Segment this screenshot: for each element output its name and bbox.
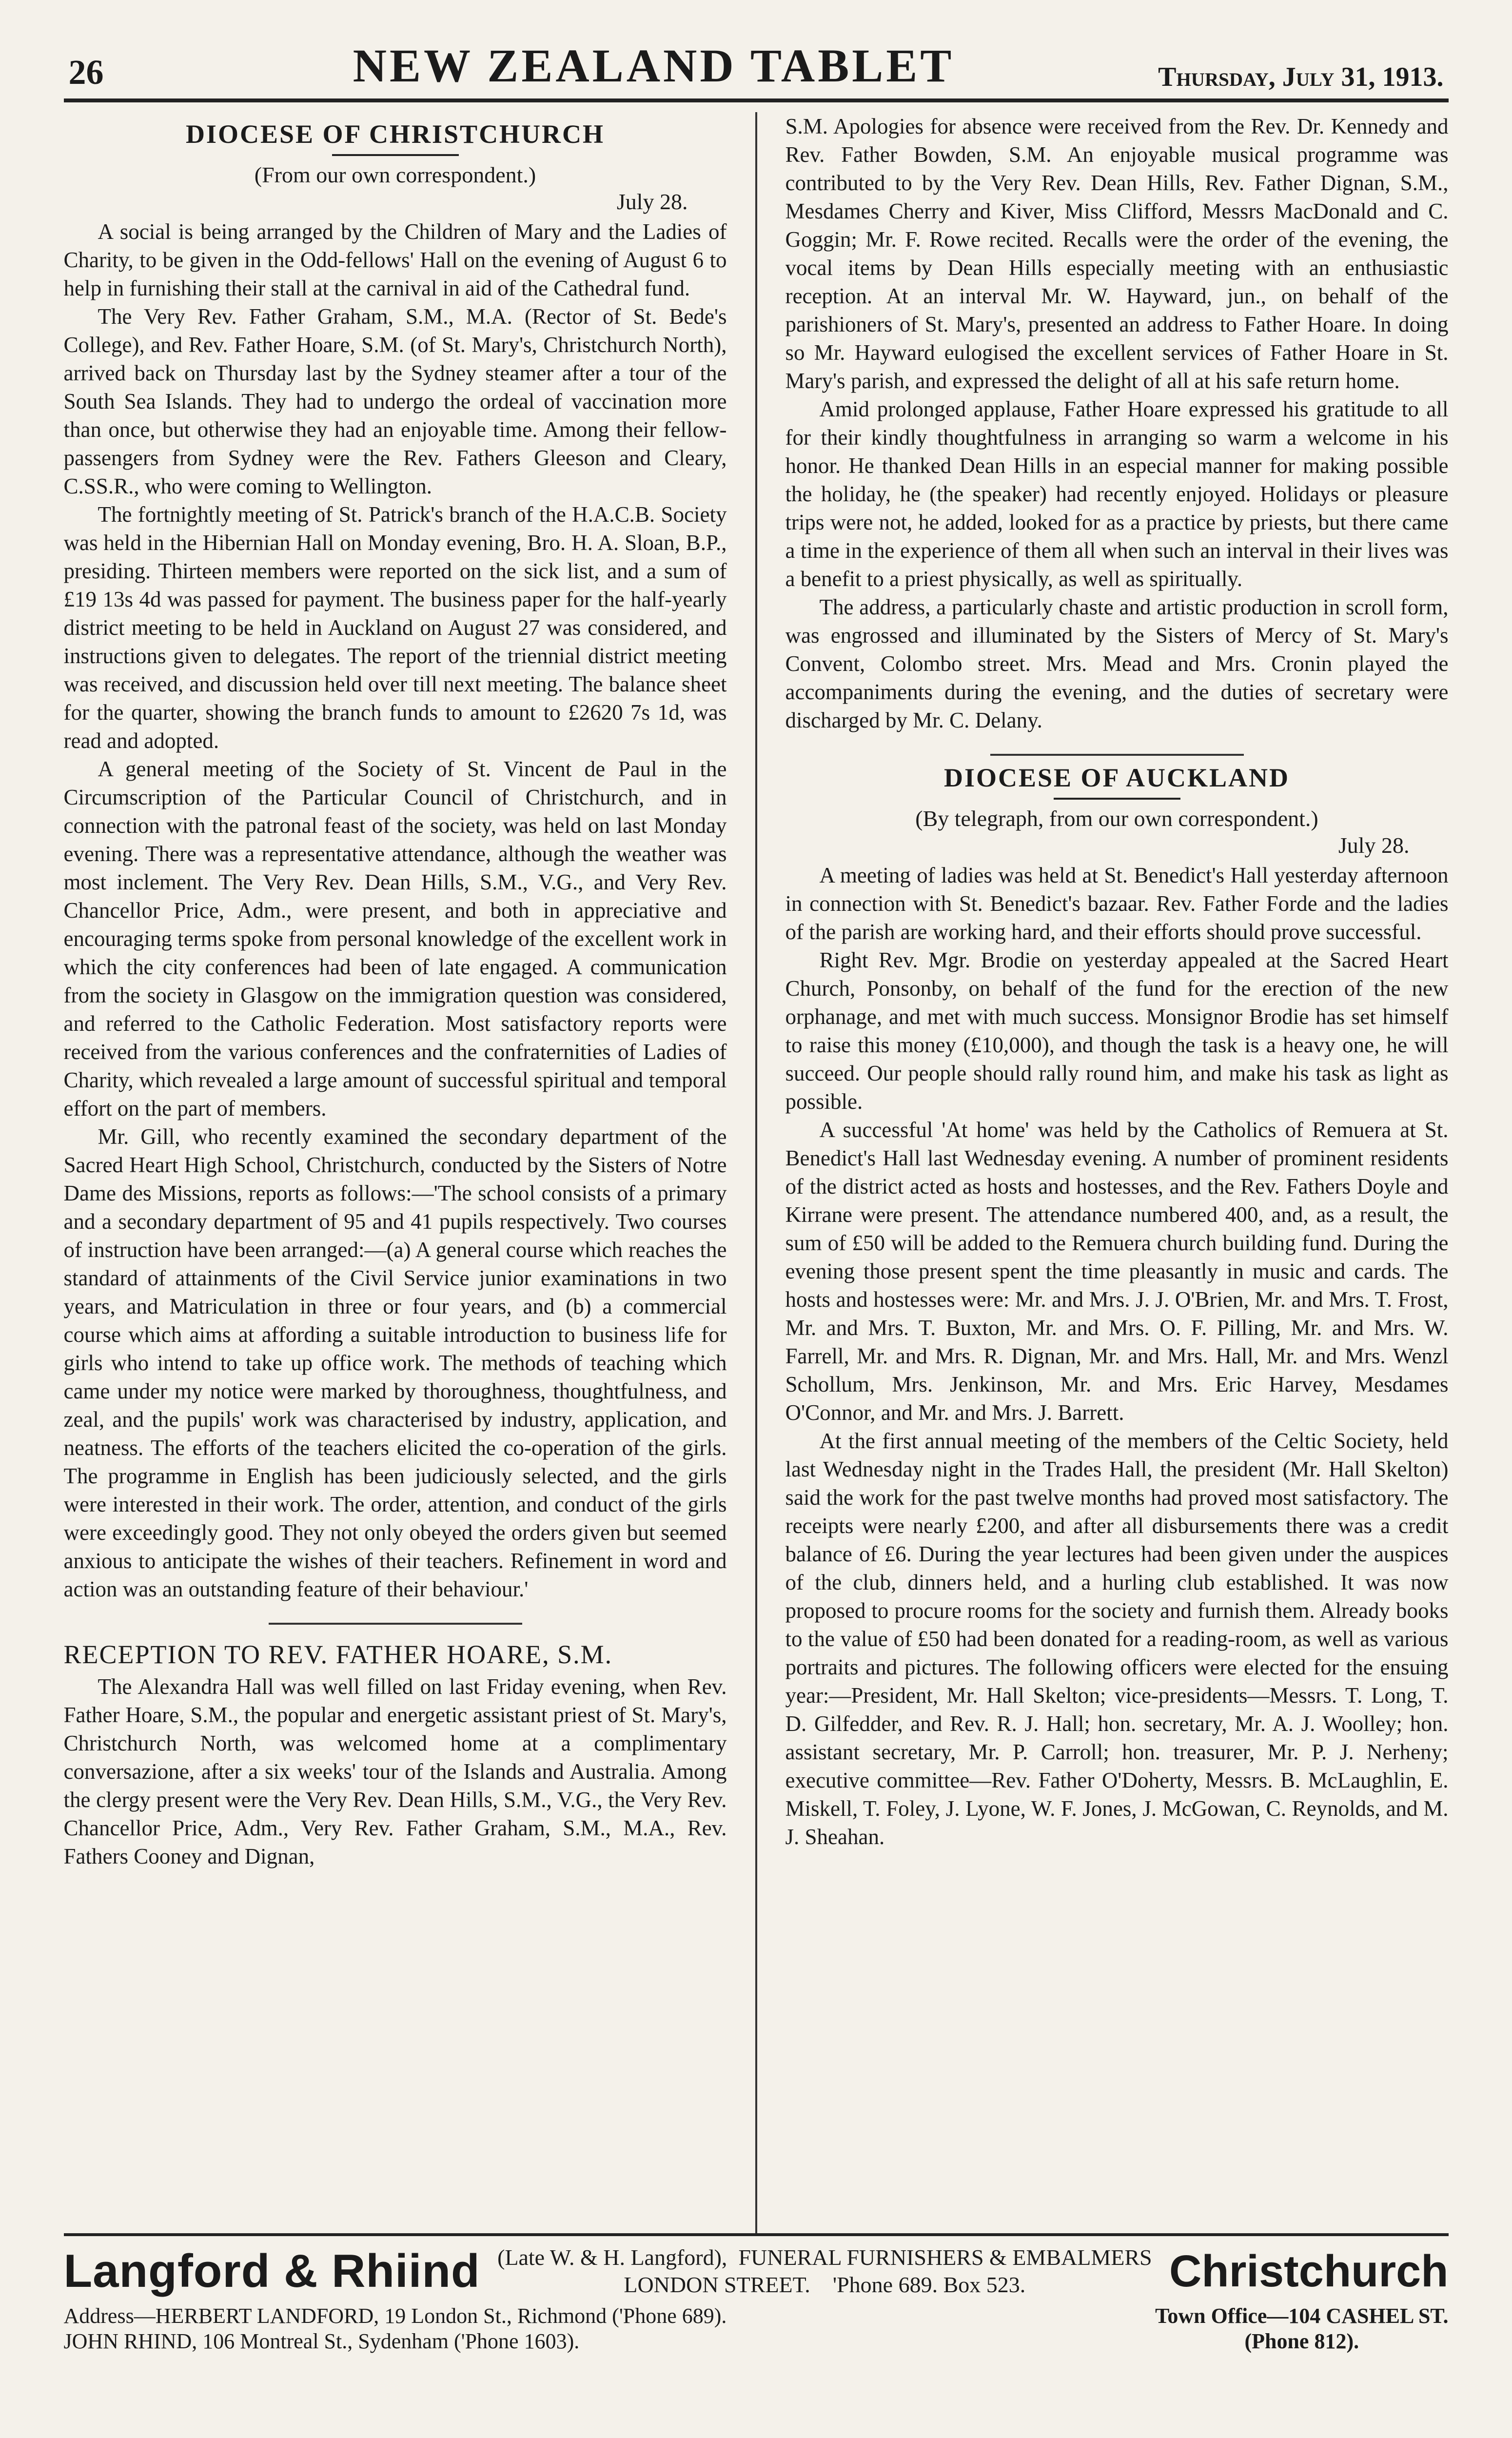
- byline: (By telegraph, from our own correspondent.): [915, 806, 1318, 831]
- heading-christchurch: DIOCESE OF CHRISTCHURCH: [185, 119, 605, 149]
- paragraph: Right Rev. Mgr. Brodie on yesterday appealed at the Sacred Heart Church, Ponsonby, on behalf of the fund for the erection of the new orphanage, and met with much success. Monsignor Brodie has set himself to raise this money (£10,000), and though the task is a heavy one, he will succeed. Our people should rally round him, and make his task as light as possible.: [785, 948, 1449, 1114]
- advert-town-office-address: Town Office—104 CASHEL ST.: [1155, 2304, 1449, 2328]
- advert-town-office-phone: (Phone 812).: [1244, 2329, 1359, 2353]
- advert-address-2: JOHN RHIND, 106 Montreal St., Sydenham ('Phone 1603).: [63, 2329, 580, 2353]
- paragraph: S.M. Apologies for absence were received from the Rev. Dr. Kennedy and Rev. Father Bowden, S.M. An enjoyable musical programme was contributed to by the Very Rev. Dean Hills, Rev. Father Dignan, S.M., Mesdames Cherry and Kiver, Miss Clifford, Messrs MacDonald and C. Goggin; Mr. F. Rowe recited. Recalls were the order of the evening, the vocal items by Dean Hills especially meeting with an enthusiastic reception. At an interval Mr. W. Hayward, jun., on behalf of the parishioners of St. Mary's, presented an address to Father Hoare. In doing so Mr. Hayward eulogised the excellent services of Father Hoare in St. Mary's parish, and expressed the delight of all at his safe return home.: [785, 114, 1449, 393]
- advert-service: FUNERAL FURNISHERS & EMBALMERS: [738, 2245, 1152, 2270]
- paragraph: A social is being arranged by the Children of Mary and the Ladies of Charity, to be given in the Odd-fellows' Hall on the evening of August 6 to help in furnishing their stall at the carnival in aid of the Cathedral fund.: [63, 219, 727, 300]
- article-columns: [64, 112, 1449, 2233]
- page-number: 26: [68, 53, 104, 92]
- paragraph: A successful 'At home' was held by the Catholics of Remuera at St. Benedict's Hall last Wednesday evening. A number of prominent residents of the district acted as hosts and hostesses, and the Rev. Fathers Doyle and Kirrane were present. The attendance numbered 400, and, as a result, the sum of £50 will be added to the Remuera church building fund. During the evening those present spent the time pleasantly in music and cards. The hosts and hostesses were: Mr. and Mrs. J. J. O'Brien, Mr. and Mrs. T. Frost, Mr. and Mrs. T. Buxton, Mr. and Mrs. O. F. Pilling, Mr. and Mrs. W. Farrell, Mr. and Mrs. R. Dignan, Mr. and Mrs. Hall, Mr. and Mrs. Wenzl Schollum, Mrs. Jenkinson, Mr. and Mrs. Eric Harvey, Mesdames O'Connor, and Mr. and Mrs. J. Barrett.: [785, 1118, 1449, 1425]
- advert-phone: 'Phone 689. Box 523.: [832, 2272, 1026, 2297]
- heading-auckland: DIOCESE OF AUCKLAND: [943, 763, 1290, 792]
- paragraph: Amid prolonged applause, Father Hoare expressed his gratitude to all for their kindly thoughtfulness in arranging so warm a welcome in his honor. He thanked Dean Hills in an especial manner for making possible the holiday, he (the speaker) had recently enjoyed. Holidays or pleasure trips were not, he added, looked for as a practice by priests, but there came a time in the experience of them all when such an interval in their lives was a benefit to a priest physically, as well as spiritually.: [785, 397, 1449, 591]
- masthead: [64, 20, 1449, 102]
- newspaper-page: [64, 0, 1449, 2438]
- advert-brand: Langford & Rhiind: [63, 2245, 480, 2297]
- paragraph: A general meeting of the Society of St. Vincent de Paul in the Circumscription of the Particular Council of Christchurch, and in connection with the patronal feast of the society, was held on last Monday evening. There was a representative attendance, although the weather was most inclement. The Very Rev. Dean Hills, S.M., V.G., and Very Rev. Chancellor Price, Adm., were present, and both in appreciative and encouraging terms spoke from personal knowledge of the excellent work in which the city conferences had been of late engaged. A communication from the society in Glasgow on the immigration question was considered, and referred to the Catholic Federation. Most satisfactory reports were received from the various conferences and the confraternities of Ladies of Charity, which revealed a large amount of successful spiritual and temporal effort on the part of members.: [63, 757, 727, 1121]
- advertisement: [64, 2233, 1449, 2419]
- advert-street: LONDON STREET.: [624, 2272, 810, 2297]
- dateline: July 28.: [1338, 833, 1410, 858]
- advert-addresses: [64, 2303, 727, 2354]
- advert-city: Christchurch: [1169, 2246, 1449, 2296]
- paragraph: At the first annual meeting of the members of the Celtic Society, held last Wednesday night in the Trades Hall, the president (Mr. Hall Skelton) said the work for the past twelve months had proved most satisfactory. The receipts were nearly £200, and after all disbursements there was a credit balance of £6. During the year lectures had been given under the auspices of the club, dinners held, and a hurling club established. It was now proposed to procure rooms for the society and furnish them. Already books to the value of £50 had been donated for a reading-room, as well as various portraits and pictures. The following officers were elected for the ensuing year:—President, Mr. Hall Skelton; vice-presidents—Messrs. T. Long, T. D. Gilfedder, and Rev. R. J. Hall; hon. secretary, Mr. A. J. Woolley; hon. assistant secretary, Mr. P. Carroll; hon. treasurer, Mr. P. J. Nerheny; executive committee—Rev. Father O'Doherty, Messrs. B. McLaughlin, E. Miskell, T. Foley, J. Lyone, W. F. Jones, J. McGowan, C. Reynolds, and M. J. Sheahan.: [785, 1429, 1449, 1849]
- right-column: [785, 112, 1449, 2233]
- advert-town-office: [1155, 2303, 1448, 2354]
- paragraph: The address, a particularly chaste and artistic production in scroll form, was engrossed and illuminated by the Sisters of Mercy of St. Mary's Convent, Colombo street. Mrs. Mead and Mrs. Cronin played the accompaniments during the evening, and the duties of secretary were discharged by Mr. C. Delany.: [785, 595, 1449, 732]
- newspaper-title: NEW ZEALAND TABLET: [353, 39, 955, 92]
- paragraph: The fortnightly meeting of St. Patrick's branch of the H.A.C.B. Society was held in the Hibernian Hall on Monday evening, Bro. H. A. Sloan, B.P., presiding. Thirteen members were reported on the sick list, and a sum of £19 13s 4d was passed for payment. The business paper for the half-yearly district meeting to be held in Auckland on August 27 was considered, and instructions given to delegates. The report of the triennial district meeting was received, and discussion held over till next meeting. The balance sheet for the quarter, showing the branch funds to amount to £2620 7s 1d, was read and adopted.: [63, 502, 727, 753]
- paragraph: The Very Rev. Father Graham, S.M., M.A. (Rector of St. Bede's College), and Rev. Father Hoare, S.M. (of St. Mary's, Christchurch North), arrived back on Thursday last by the Sydney steamer after a tour of the South Sea Islands. They had to undergo the ordeal of vaccination more than once, but otherwise they had an enjoyable time. Among their fellow-passengers from Sydney were the Rev. Fathers Gleeson and Cleary, C.SS.R., who were coming to Wellington.: [63, 304, 727, 498]
- column-divider: [755, 112, 757, 2233]
- advert-address-1: Address—HERBERT LANDFORD, 19 London St., Richmond ('Phone 689).: [63, 2304, 727, 2328]
- issue-date: Thursday, July 31, 1913.: [1158, 62, 1444, 92]
- paragraph: Mr. Gill, who recently examined the secondary department of the Sacred Heart High School, Christchurch, conducted by the Sisters of Notre Dame des Missions, reports as follows:—'The school consists of a primary and a secondary department of 95 and 41 pupils respectively. Two courses of instruction have been arranged:—(a) A general course which reaches the standard of attainments of the Civil Service junior examinations in two years, and Matriculation in three or four years, and (b) a commercial course which aims at affording a suitable introduction to business life for girls who intend to take up office work. The methods of teaching which came under my notice were marked by thoroughness, thoughtfulness, and zeal, and the pupils' work was characterised by industry, application, and neatness. The efforts of the teachers elicited the co-operation of the girls. The programme in English has been judiciously selected, and the girls were interested in their work. The order, attention, and conduct of the girls were exceedingly good. They not only obeyed the orders given but seemed anxious to anticipate the wishes of their teachers. Refinement in word and action was an outstanding feature of their behaviour.': [63, 1124, 727, 1601]
- paragraph: A meeting of ladies was held at St. Benedict's Hall yesterday afternoon in connection with St. Benedict's bazaar. Rev. Father Forde and the ladies of the parish are working hard, and their efforts should prove successful.: [785, 863, 1449, 944]
- dateline: July 28.: [616, 189, 688, 214]
- advert-middle: [480, 2244, 1169, 2299]
- heading-rule: [1054, 798, 1180, 800]
- left-column: [64, 112, 727, 2233]
- section-separator: [269, 1623, 522, 1625]
- heading-reception: RECEPTION TO REV. FATHER HOARE, S.M.: [63, 1640, 613, 1669]
- advert-late: (Late W. & H. Langford),: [497, 2245, 727, 2270]
- heading-rule: [332, 154, 459, 156]
- section-separator: [990, 754, 1244, 756]
- paragraph: The Alexandra Hall was well filled on last Friday evening, when Rev. Father Hoare, S.M., the popular and energetic assistant priest of St. Mary's, Christchurch North, was welcomed home at a complimentary conversazione, after a six weeks' tour of the Islands and Australia. Among the clergy present were the Very Rev. Dean Hills, S.M., V.G., the Very Rev. Chancellor Price, Adm., Very Rev. Father Graham, S.M., M.A., Rev. Fathers Cooney and Dignan,: [63, 1674, 727, 1868]
- byline: (From our own correspondent.): [254, 162, 536, 187]
